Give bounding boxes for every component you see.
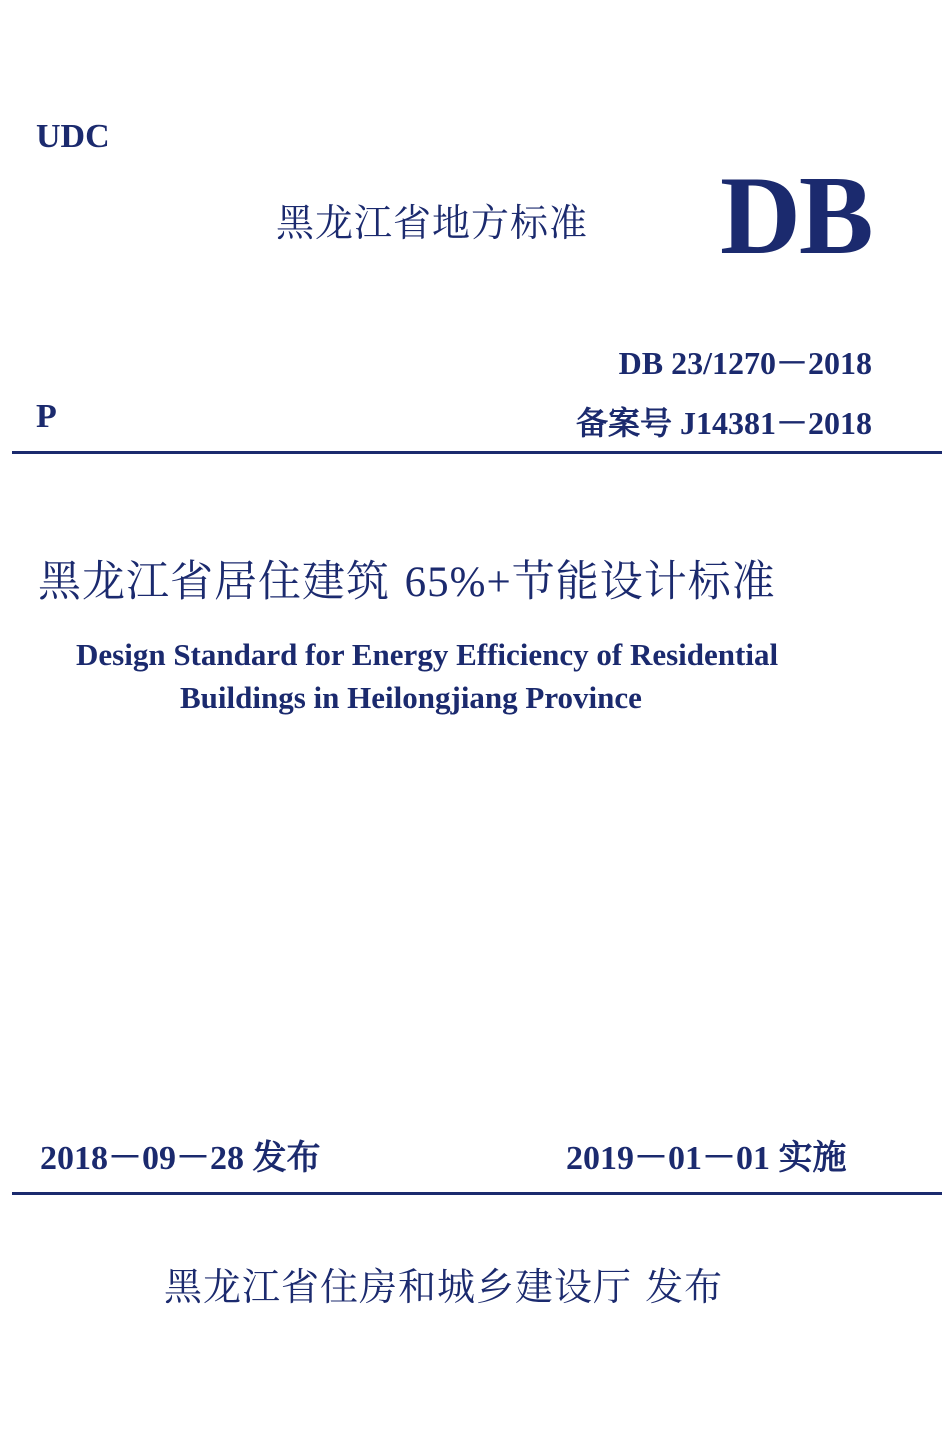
top-divider	[12, 451, 942, 454]
issue-date-line	[40, 1130, 321, 1179]
record-number: J14381－2018	[679, 405, 872, 441]
title-english-line1: Design Standard for Energy Efficiency of Residential	[76, 637, 779, 672]
effective-date: 2019－01－01	[566, 1140, 770, 1177]
standard-number: DB 23/1270－2018	[618, 345, 872, 381]
issue-date: 2018－09－28	[40, 1140, 244, 1177]
db-mark: DB	[720, 154, 872, 278]
title-cn-part2: 节能设计标准	[511, 557, 776, 607]
effective-label: 实施	[778, 1138, 847, 1178]
udc-label: UDC	[36, 118, 110, 155]
title-cn-number: 65%+	[404, 559, 512, 606]
bottom-divider	[12, 1192, 942, 1195]
standard-type: 黑龙江省地方标准	[276, 201, 589, 245]
publisher-line	[164, 1256, 723, 1311]
issue-label: 发布	[252, 1138, 321, 1178]
classification-code: P	[36, 398, 57, 435]
title-english-line2: Buildings in Heilongjiang Province	[180, 680, 642, 715]
record-label: 备案号	[575, 404, 672, 442]
effective-date-line	[566, 1130, 847, 1179]
record-number-line	[576, 398, 872, 444]
title-cn-part1: 黑龙江省居住建筑	[38, 557, 390, 607]
publisher-name: 黑龙江省住房和城乡建设厅	[164, 1265, 633, 1309]
title-chinese	[38, 548, 776, 609]
publish-label: 发布	[645, 1265, 724, 1309]
